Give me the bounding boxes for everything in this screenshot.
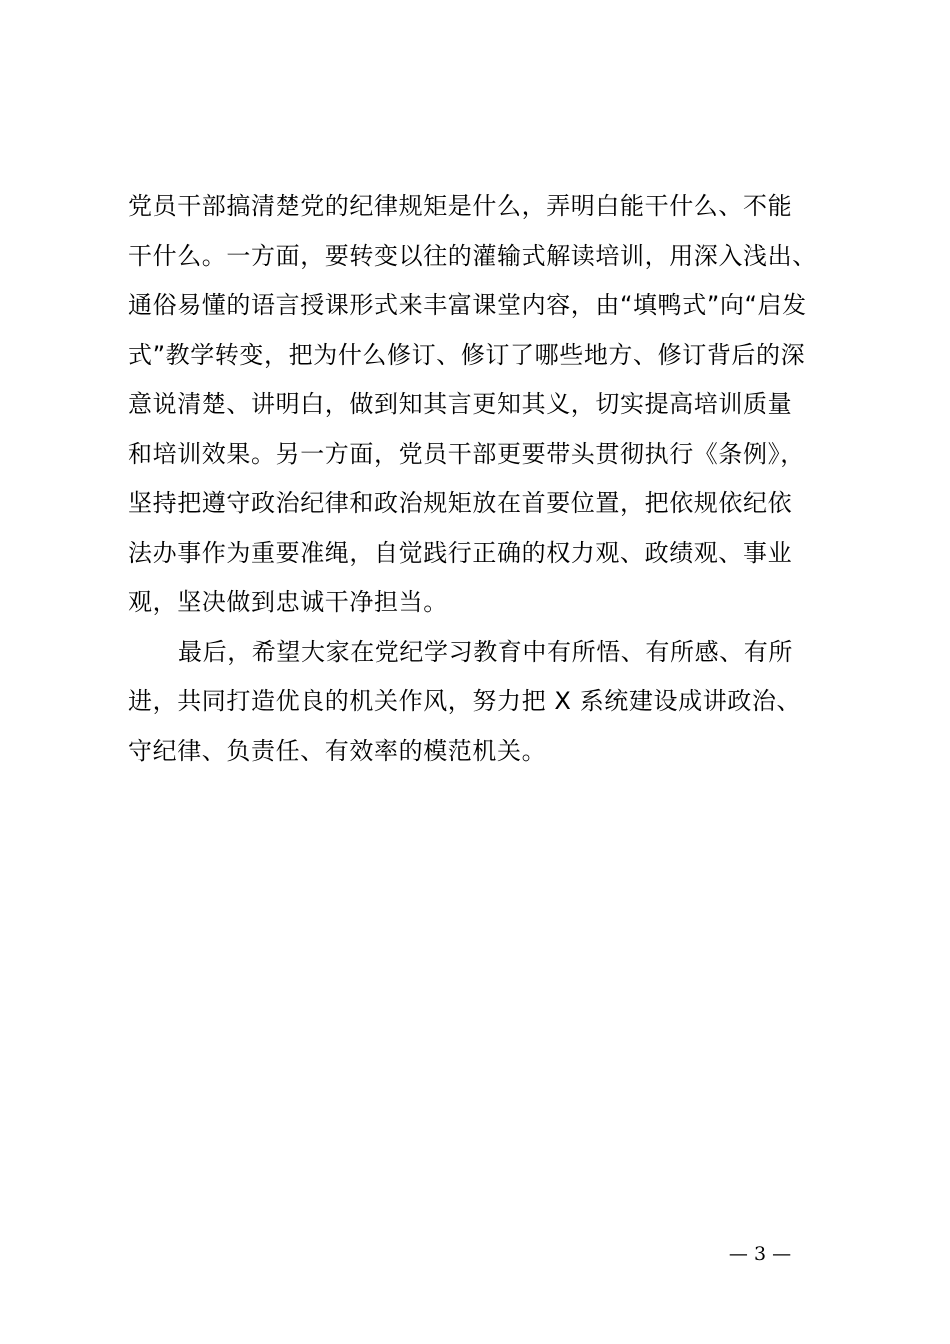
paragraph-1-line-6: 和培训效果。另一方面，党员干部更要带头贯彻执行《条例》， <box>128 439 805 468</box>
page-number: — 3 — <box>728 1243 792 1265</box>
paragraph-2-line-1: 最后，希望大家在党纪学习教育中有所悟、有所感、有所 <box>178 637 793 666</box>
paragraph-1-line-5: 意说清楚、讲明白，做到知其言更知其义，切实提高培训质量 <box>128 390 793 418</box>
paragraph-2-line-2: 进，共同打造优良的机关作风，努力把 X 系统建设成讲政治、 <box>128 687 802 715</box>
paragraph-1-line-3: 通俗易懂的语言授课形式来丰富课堂内容，由“填鸭式”向“启发 <box>128 291 807 319</box>
document-body <box>128 182 838 776</box>
paragraph-2-line-3: 守纪律、负责任、有效率的模范机关。 <box>128 736 547 765</box>
paragraph-1-line-4: 式”教学转变，把为什么修订、修订了哪些地方、修订背后的深 <box>128 340 806 369</box>
paragraph-1-line-9: 观，坚决做到忠诚干净担当。 <box>128 588 448 616</box>
paragraph-1-line-7: 坚持把遵守政治纪律和政治规矩放在首要位置，把依规依纪依 <box>128 489 793 517</box>
paragraph-1-line-1: 党员干部搞清楚党的纪律规矩是什么，弄明白能干什么、不能 <box>128 192 793 220</box>
paragraph-1-line-2: 干什么。一方面，要转变以往的灌输式解读培训，用深入浅出、 <box>128 241 817 270</box>
paragraph-1-line-8: 法办事作为重要准绳，自觉践行正确的权力观、政绩观、事业 <box>128 538 793 567</box>
